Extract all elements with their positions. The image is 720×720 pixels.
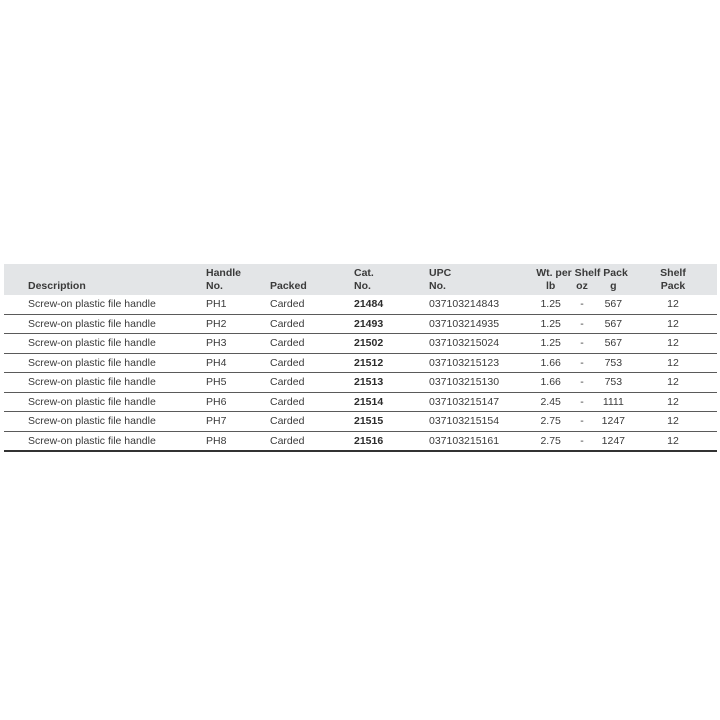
cell-handle: PH4 — [206, 353, 270, 373]
cell-packed: Carded — [270, 314, 354, 334]
cell-packed: Carded — [270, 431, 354, 451]
cell-g: 1111 — [598, 392, 629, 412]
cell-packed: Carded — [270, 334, 354, 354]
cell-g: 753 — [598, 353, 629, 373]
cell-upc: 037103215024 — [429, 334, 535, 354]
header-cat-top: Cat. — [354, 267, 374, 279]
cell-handle: PH7 — [206, 412, 270, 432]
cell-shelf: 12 — [629, 353, 717, 373]
cell-lb: 2.75 — [535, 412, 566, 432]
cell-handle: PH5 — [206, 373, 270, 393]
header-packed: Packed — [270, 280, 307, 292]
cell-oz: - — [566, 334, 597, 354]
cell-description: Screw-on plastic file handle — [4, 431, 206, 451]
table-row — [4, 373, 717, 393]
cell-lb: 1.25 — [535, 295, 566, 314]
cell-description: Screw-on plastic file handle — [4, 392, 206, 412]
header-upc-bottom: No. — [429, 280, 446, 292]
cell-handle: PH6 — [206, 392, 270, 412]
table-row — [4, 412, 717, 432]
header-oz: oz — [576, 280, 588, 292]
cell-cat: 21502 — [354, 334, 429, 354]
cell-handle: PH1 — [206, 295, 270, 314]
cell-shelf: 12 — [629, 334, 717, 354]
product-spec-table-wrapper — [4, 264, 717, 452]
cell-packed: Carded — [270, 353, 354, 373]
cell-handle: PH3 — [206, 334, 270, 354]
cell-description: Screw-on plastic file handle — [4, 334, 206, 354]
cell-g: 753 — [598, 373, 629, 393]
cell-upc: 037103214935 — [429, 314, 535, 334]
cell-oz: - — [566, 412, 597, 432]
table-row — [4, 431, 717, 451]
cell-upc: 037103215154 — [429, 412, 535, 432]
cell-cat: 21484 — [354, 295, 429, 314]
cell-description: Screw-on plastic file handle — [4, 314, 206, 334]
cell-handle: PH8 — [206, 431, 270, 451]
table-row — [4, 334, 717, 354]
header-handle-bottom: No. — [206, 280, 223, 292]
cell-shelf: 12 — [629, 314, 717, 334]
cell-description: Screw-on plastic file handle — [4, 353, 206, 373]
cell-lb: 2.45 — [535, 392, 566, 412]
cell-cat: 21493 — [354, 314, 429, 334]
header-cat-bottom: No. — [354, 280, 371, 292]
cell-oz: - — [566, 392, 597, 412]
cell-shelf: 12 — [629, 392, 717, 412]
cell-g: 567 — [598, 334, 629, 354]
cell-lb: 2.75 — [535, 431, 566, 451]
cell-oz: - — [566, 353, 597, 373]
header-upc-top: UPC — [429, 267, 452, 279]
header-row-bottom — [4, 280, 717, 295]
header-g: g — [610, 280, 617, 292]
cell-lb: 1.25 — [535, 334, 566, 354]
cell-g: 1247 — [598, 431, 629, 451]
cell-shelf: 12 — [629, 412, 717, 432]
cell-cat: 21513 — [354, 373, 429, 393]
cell-g: 567 — [598, 314, 629, 334]
header-lb: lb — [545, 280, 556, 292]
header-handle-top: Handle — [206, 267, 242, 279]
cell-packed: Carded — [270, 392, 354, 412]
table-row — [4, 353, 717, 373]
cell-packed: Carded — [270, 295, 354, 314]
cell-description: Screw-on plastic file handle — [4, 295, 206, 314]
cell-lb: 1.66 — [535, 373, 566, 393]
cell-handle: PH2 — [206, 314, 270, 334]
header-row-top — [4, 264, 717, 280]
cell-upc: 037103215161 — [429, 431, 535, 451]
table-row — [4, 295, 717, 314]
cell-description: Screw-on plastic file handle — [4, 412, 206, 432]
cell-cat: 21512 — [354, 353, 429, 373]
cell-g: 567 — [598, 295, 629, 314]
cell-shelf: 12 — [629, 373, 717, 393]
header-shelf-bottom: Pack — [660, 280, 686, 292]
cell-oz: - — [566, 314, 597, 334]
cell-upc: 037103214843 — [429, 295, 535, 314]
cell-g: 1247 — [598, 412, 629, 432]
header-shelf-top: Shelf — [660, 267, 686, 279]
cell-oz: - — [566, 373, 597, 393]
cell-lb: 1.66 — [535, 353, 566, 373]
cell-oz: - — [566, 295, 597, 314]
table-header — [4, 264, 717, 295]
cell-upc: 037103215130 — [429, 373, 535, 393]
cell-cat: 21516 — [354, 431, 429, 451]
header-packed-spacer — [270, 264, 354, 280]
cell-description: Screw-on plastic file handle — [4, 373, 206, 393]
header-description-spacer — [4, 264, 206, 280]
cell-shelf: 12 — [629, 295, 717, 314]
cell-shelf: 12 — [629, 431, 717, 451]
table-body — [4, 295, 717, 451]
cell-cat: 21515 — [354, 412, 429, 432]
cell-oz: - — [566, 431, 597, 451]
cell-packed: Carded — [270, 412, 354, 432]
table-row — [4, 392, 717, 412]
product-spec-table — [4, 264, 717, 452]
table-row — [4, 314, 717, 334]
header-weight-group: Wt. per Shelf Pack — [536, 267, 628, 279]
header-description: Description — [28, 280, 86, 292]
cell-cat: 21514 — [354, 392, 429, 412]
cell-upc: 037103215123 — [429, 353, 535, 373]
cell-lb: 1.25 — [535, 314, 566, 334]
cell-packed: Carded — [270, 373, 354, 393]
cell-upc: 037103215147 — [429, 392, 535, 412]
